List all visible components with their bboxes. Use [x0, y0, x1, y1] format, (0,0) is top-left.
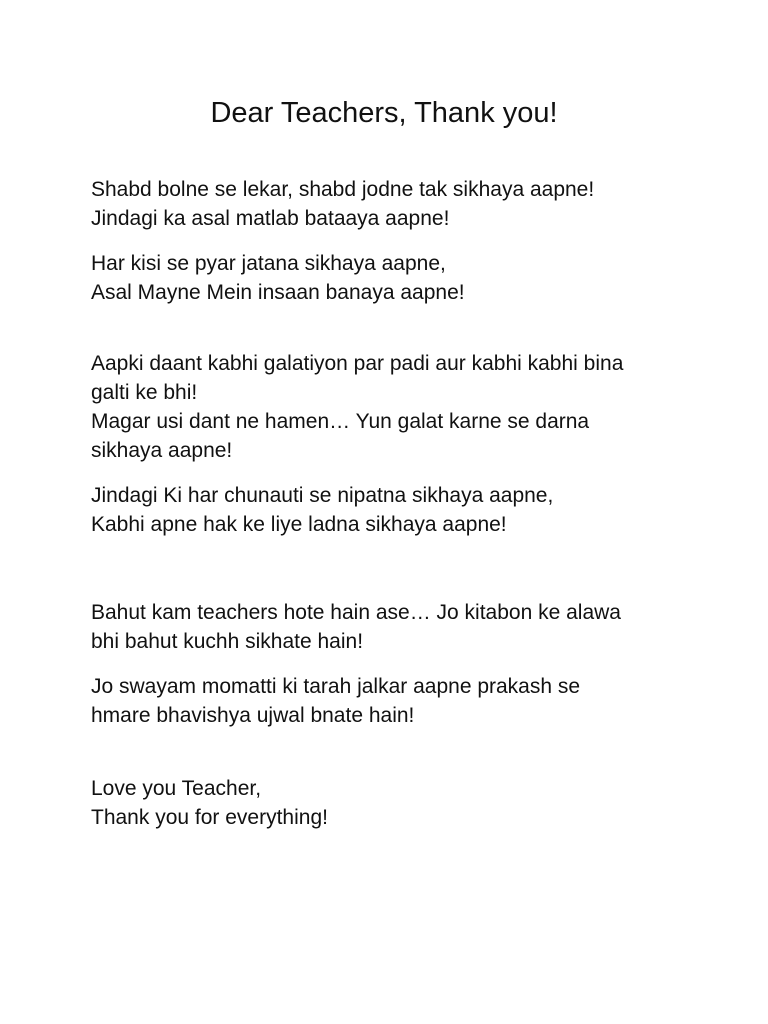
text-line: Har kisi se pyar jatana sikhaya aapne,: [91, 252, 446, 275]
text-line: galti ke bhi!: [91, 381, 198, 404]
text-line: Kabhi apne hak ke liye ladna sikhaya aapne!: [91, 513, 507, 536]
text-line: hmare bhavishya ujwal bnate hain!: [91, 704, 415, 727]
page-title: Dear Teachers, Thank you!: [210, 97, 558, 129]
text-line: sikhaya aapne!: [91, 439, 233, 462]
text-line: Jo swayam momatti ki tarah jalkar aapne prakash se: [91, 675, 581, 698]
text-line: Magar usi dant ne hamen… Yun galat karne se darna: [91, 410, 590, 433]
text-line: Jindagi Ki har chunauti se nipatna sikhaya aapne,: [91, 484, 554, 507]
text-line: Asal Mayne Mein insaan banaya aapne!: [91, 281, 465, 304]
text-line: Bahut kam teachers hote hain ase… Jo kitabon ke alawa: [91, 601, 621, 624]
text-line: Shabd bolne se lekar, shabd jodne tak sikhaya aapne!: [91, 178, 595, 201]
closing-line: Thank you for everything!: [91, 806, 328, 829]
text-line: bhi bahut kuchh sikhate hain!: [91, 630, 364, 653]
text-line: Aapki daant kabhi galatiyon par padi aur kabhi kabhi bina: [91, 352, 624, 375]
text-line: Jindagi ka asal matlab bataaya aapne!: [91, 207, 450, 230]
closing-line: Love you Teacher,: [91, 777, 262, 800]
